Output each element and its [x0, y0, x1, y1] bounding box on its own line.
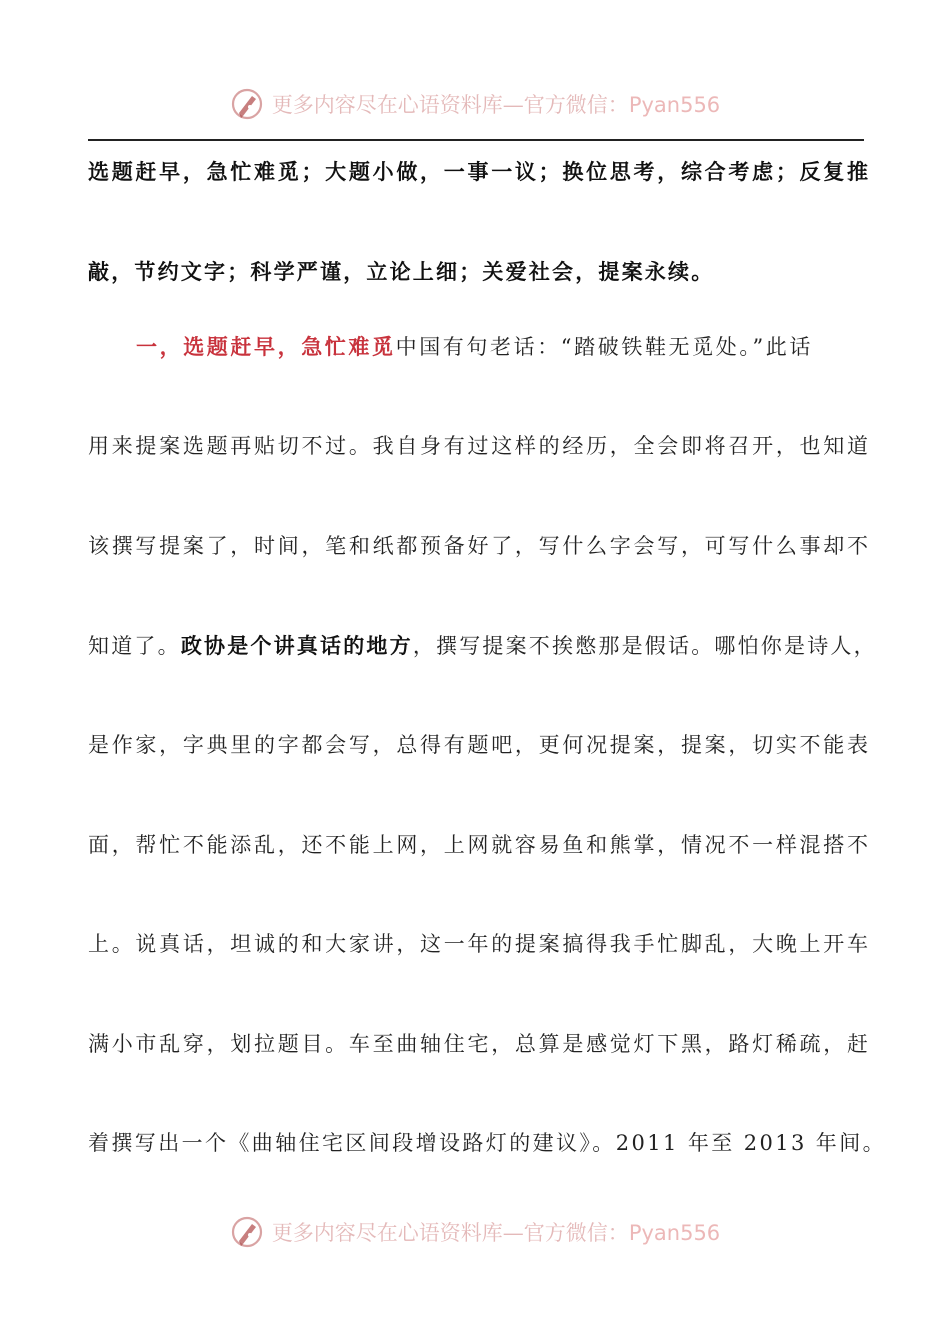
pen-logo-icon [230, 87, 264, 121]
body-line-3: 该撰写提案了，时间，笔和纸都预备好了，写什么字会写，可写什么事却不 [88, 534, 868, 558]
bold-phrase: 政协是个讲真话的地方 [180, 633, 413, 658]
body-line-6: 面，帮忙不能添乱，还不能上网，上网就容易鱼和熊掌，情况不一样混搭不 [88, 833, 868, 857]
header-divider [88, 139, 864, 141]
summary-line-1: 选题赶早，急忙难觅；大题小做，一事一议；换位思考，综合考虑；反复推 [88, 159, 868, 184]
body-line-8: 满小市乱穿，划拉题目。车至曲轴住宅，总算是感觉灯下黑，路灯稀疏，赶 [88, 1032, 868, 1056]
section1-first-line [136, 332, 868, 362]
footer-banner [0, 1212, 950, 1252]
body-line-5: 是作家，字典里的字都会写，总得有题吧，更何况提案，提案，切实不能表 [88, 733, 868, 757]
body-line-2: 用来提案选题再贴切不过。我自身有过这样的经历，全会即将召开，也知道 [88, 434, 868, 458]
section1-first-text: 中国有句老话：“踏破铁鞋无觅处。”此话 [395, 335, 813, 359]
pen-logo-icon [230, 1215, 264, 1249]
body-line-7: 上。说真话，坦诚的和大家讲，这一年的提案搞得我手忙脚乱，大晚上开车 [88, 932, 868, 956]
header-banner-text: 更多内容尽在心语资料库—官方微信：Pyan556 [271, 93, 721, 117]
footer-banner-text: 更多内容尽在心语资料库—官方微信：Pyan556 [271, 1221, 721, 1245]
summary-line-2: 敲，节约文字；科学严谨，立论上细；关爱社会，提案永续。 [88, 259, 715, 284]
body-line-9: 着撰写出一个《曲轴住宅区间段增设路灯的建议》。2011 年至 2013 年间。 [88, 1131, 887, 1155]
header-banner [0, 84, 950, 124]
body-line-4: 知道了。政协是个讲真话的地方，撰写提案不挨憋那是假话。哪怕你是诗人， [88, 633, 877, 658]
section1-heading: 一，选题赶早，急忙难觅 [136, 334, 396, 359]
